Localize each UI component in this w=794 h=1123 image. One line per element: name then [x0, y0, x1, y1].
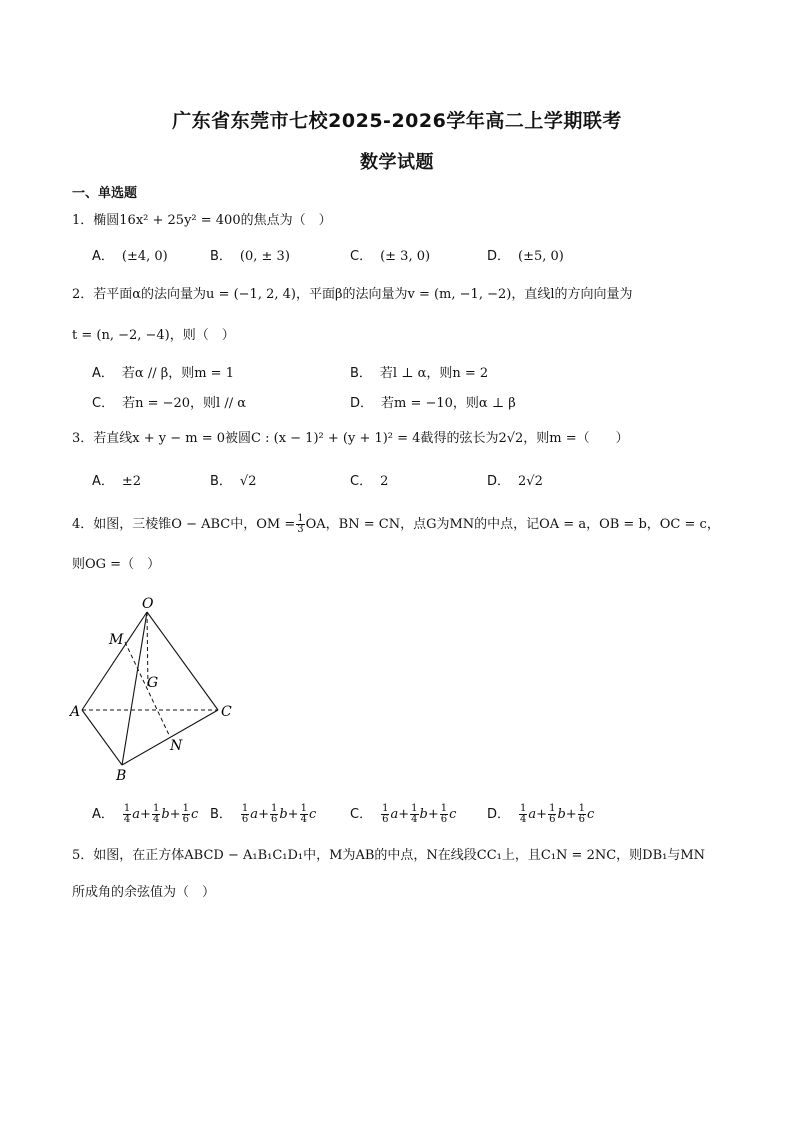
question-1-option-b: B． (0, ± 3) — [210, 249, 290, 264]
label-c: C — [221, 704, 232, 720]
question-2-option-b: B． 若l ⊥ α，则n = 2 — [350, 366, 489, 381]
page-title: 广东省东莞市七校2025-2026学年高二上学期联考 — [172, 110, 622, 132]
edge-ab — [82, 710, 122, 765]
label-n: N — [170, 738, 183, 754]
question-3-option-b: B． √2 — [210, 474, 257, 489]
question-1-stem: 1．椭圆16x² + 25y² = 400的焦点为（ ） — [72, 213, 332, 228]
question-3-stem: 3．若直线x + y − m = 0被圆C : (x − 1)² + (y + 1)² = 4截得的弦长为2√2，则m =（ ） — [72, 431, 629, 446]
question-2-stem-line1: 2．若平面α的法向量为u = (−1, 2, 4)，平面β的法向量为v = (m, −1, −2)，直线l的方向向量为 — [72, 287, 633, 302]
question-1-option-c: C． (± 3, 0) — [350, 249, 431, 264]
question-2-stem-line2: t = (n, −2, −4)，则（ ） — [72, 328, 235, 343]
fraction-one-third: $\frac{1}{3}$ — [297, 513, 304, 535]
question-3-option-c: C． 2 — [350, 474, 389, 489]
label-a: A — [70, 704, 81, 720]
label-m: M — [109, 632, 124, 648]
question-4-option-d: D． $\frac{1}{4}$ a+ $\frac{1}{6}$ b+ $\frac{1}{6}$ c — [487, 803, 595, 825]
question-4-option-b: B． $\frac{1}{6}$ a+ $\frac{1}{6}$ b+ $\frac{1}{4}$ c — [210, 803, 317, 825]
label-o: O — [142, 596, 154, 612]
edge-ob — [122, 612, 147, 765]
question-5-stem-line2: 所成角的余弦值为（ ） — [72, 885, 216, 900]
page-subtitle: 数学试题 — [360, 152, 434, 173]
question-2-option-c: C． 若n = −20，则l // α — [92, 396, 247, 411]
question-1-option-d: D． (±5, 0) — [487, 249, 564, 264]
label-g: G — [147, 675, 159, 691]
question-4-stem-line1: 4．如图，三棱锥O − ABC中，OM = $\frac{1}{3}$ OA，BN = CN，点G为MN的中点，记OA = a，OB = b，OC = c， — [72, 513, 720, 535]
edge-oc — [147, 612, 218, 710]
question-3-option-d: D． 2√2 — [487, 474, 543, 489]
question-1-option-a: A． (±4, 0) — [92, 249, 168, 264]
question-4-option-c: C． $\frac{1}{6}$ a+ $\frac{1}{4}$ b+ $\frac{1}{6}$ c — [350, 803, 457, 825]
question-3-option-a: A． ±2 — [92, 474, 142, 489]
edge-oa — [82, 612, 147, 710]
question-2-option-a: A． 若α // β，则m = 1 — [92, 366, 234, 381]
question-5-stem-line1: 5．如图，在正方体ABCD − A₁B₁C₁D₁中，M为AB的中点，N在线段CC₁上，且C₁N = 2NC，则DB₁与MN — [72, 848, 706, 863]
label-b: B — [116, 768, 127, 784]
question-2-option-d: D． 若m = −10，则α ⊥ β — [350, 396, 516, 411]
section-heading: 一、单选题 — [72, 186, 138, 201]
question-4-stem-line2: 则OG =（ ） — [72, 557, 161, 572]
question-4-option-a: A． $\frac{1}{4}$ a+ $\frac{1}{4}$ b+ $\frac{1}{6}$ c — [92, 803, 199, 825]
tetrahedron-figure — [62, 592, 252, 784]
